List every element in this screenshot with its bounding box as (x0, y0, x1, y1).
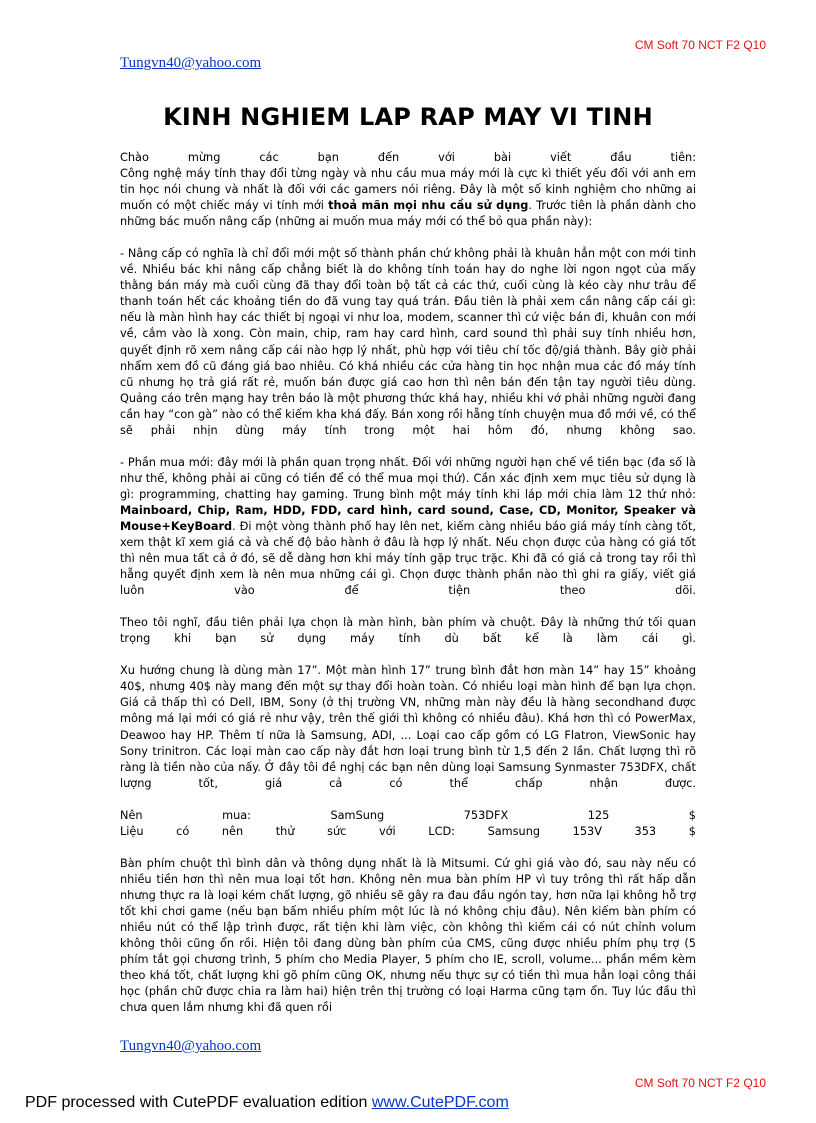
price-cell: 353 (634, 824, 657, 838)
intro-paragraph (120, 150, 696, 230)
new-purchase-text: - Phần mua mới: đây mới là phần quan trọng nhất. Đối với những người hạn chế về tiền bạc (đa số là như thế, không phải ai cũng có tiền để có thể mua mọi thứ). Cần xác định xem mục tiêu sử dụng là gì: programming, chatting hay gaming. Trung bình một máy tính khi láp mới chia làm 12 thứ nhỏ: (120, 455, 696, 501)
monitor-paragraph: Xu hướng chung là dùng màn 17”. Một màn hình 17” trung bình đắt hơn màn 14” hay 15” khoảng 40$, nhưng 40$ này mang đến một sự thay đổi hoàn toàn. Có nhiều loại màn hình để bạn lựa chọn. Giá cả thấp thì có Dell, IBM, Sony (ở thị trường VN, những màn này đều là hàng secondhand được mông má lại mới có giá rẻ như vậy, trên thế giới thì không có nhiều đâu). Khá hơn thì có PowerMax, Deawoo hay HP. Thêm tí nữa là Samsung, ADI, ... Loại cao cấp gồm có LG Flatron, ViewSonic hay Sony trinitron. Các loại màn cao cấp này đắt hơn loại trung bình từ 1,5 đến 2 lần. Chất lượng thì rõ ràng là tiền nào của nấy. Ở đây tôi đề nghị các bạn nên dùng loại Samsung Synmaster 753DFX, chất lượng tốt, giá cả có thể chấp nhận được. (120, 664, 696, 790)
price-cell: thử (275, 824, 295, 838)
upgrade-paragraph: - Nâng cấp có nghĩa là chỉ đổi mới một số thành phần chứ không phải là khuân hẳn một con mới tinh về. Nhiều bác khi nâng cấp chẳng biết là do không tính toán hay do nghe lời ngon ngọt của mấy thằng bán máy mà cuối cùng đã thay đổi toàn bộ tất cả các thứ, cuối cùng là kéo cày như trâu để thanh toán hết các khoảng tiền do đã vung tay quá trán. Đầu tiên là phải xem cần nâng cấp cái gì: nếu là màn hình hay các thiết bị ngoại vi như loa, modem, scanner thì cứ việc bán đi, khuân con mới về, cắm vào là xong. Còn main, chip, ram hay card hình, card sound thì phải suy tính nhiều hơn, quyết định rõ xem nâng cấp cái nào hợp lý nhất, phù hợp với tiêu chí tốc độ/giá thành. Bây giờ phải nhẩm xem đồ cũ đáng giá bao nhiêu. Có khá nhiều các cửa hàng tin học nhận mua các đồ máy tính cũ nhưng họ trả giá rất rẻ, muốn bán được giá cao hơn thì nên bán đến tận tay người tiêu dùng. Quảng cáo trên mạng hay trên báo là một phương thức khá hay, nhiều khi vớ phải những người đang cần hay “con gà” nào có thể kiếm kha khá đấy. Bán xong rồi hẵng tính chuyện mua đồ mới về, có thể sẽ phải nhịn dùng máy tính trong một hai hôm đó, nhưng không sao. (120, 247, 696, 437)
price-cell: nên (221, 824, 244, 838)
price-row (120, 824, 696, 840)
price-cell: 753DFX (463, 808, 509, 822)
price-cell: Nên (120, 808, 143, 822)
price-cell: SamSung (330, 808, 385, 822)
intro-text-end: . Trước tiên là phần dành cho những bác muốn nâng cấp (những ai muốn mua máy mới có thể bỏ qua phần này): (120, 199, 697, 229)
cutepdf-link[interactable]: www.CutePDF.com (371, 1094, 509, 1111)
page-title: KINH NGHIEM LAP RAP MAY VI TINH (163, 103, 653, 131)
price-cell: 153V (572, 824, 602, 838)
price-cell: LCD: (428, 824, 455, 838)
price-cell: mua: (222, 808, 251, 822)
price-cell: sức (327, 824, 347, 838)
intro-bold: thoả mãn mọi nhu cầu sử dụng (328, 199, 529, 213)
price-cell: Liệu (120, 824, 144, 838)
component-list: Mainboard, Chip, Ram, HDD, FDD, card hình, card sound, Case, CD, Monitor, Speaker và Mouse+KeyBoard (120, 503, 696, 533)
greeting-line: Chào mừng các bạn đến với bài viết đầu tiên: (120, 151, 696, 164)
priority-paragraph: Theo tôi nghĩ, đầu tiên phải lựa chọn là màn hình, bàn phím và chuột. Đây là những thứ tối quan trọng khi bạn sử dụng máy tính dù bất kể là làm cái gì. (120, 616, 696, 646)
footer-label: CM Soft 70 NCT F2 Q10 (634, 1076, 766, 1090)
price-cell: 125 (587, 808, 610, 822)
cutepdf-text: PDF processed with CutePDF evaluation edition (25, 1094, 372, 1111)
price-list (120, 808, 696, 840)
price-cell: với (378, 824, 396, 838)
price-cell: $ (688, 824, 696, 838)
author-email-link[interactable]: Tungvn40@yahoo.com (120, 55, 262, 71)
price-cell: $ (688, 808, 696, 822)
keyboard-paragraph: Bàn phím chuột thì bình dân và thông dụng nhất là là Mitsumi. Cứ ghi giá vào đó, sau này nếu có nhiều tiền hơn thì nên mua loại tốt hơn. Không nên mua bàn phím HP vì tuy trông thì rất hấp dẫn nhưng thực ra là loại kém chất lượng, gõ nhiều sẽ gây ra đau đầu ngón tay, hơn nữa lại không hỗ trợ tốt khi chơi game (nếu bạn bấm nhiều phím một lúc là nó không chịu đâu). Nên kiếm bàn phím có nhiều nút có thể lập trình được, rất tiện khi làm việc, còn không thì kiếm cái có nút chỉnh volum không thôi cũng ổn rồi. Hiện tôi đang dùng bàn phím của CMS, cũng được nhiều phím phụ trợ (5 phím tắt gọi chương trình, 5 phím cho Media Player, 5 phím cho IE, scroll, volume... phần mềm kèm theo khá tốt, chất lượng khi gõ phím cũng OK, nhưng nếu thực sự có tiền thì mua hẳn loại công thái học (phần chữ được chia ra làm hai) hiện trên thị trường có loại Harma cũng tạm ổn. Tuy lúc đầu thì chưa quen lắm nhưng khi đã quen rồi (120, 856, 696, 1015)
footer-email-link[interactable]: Tungvn40@yahoo.com (120, 1038, 262, 1054)
new-purchase-paragraph (120, 455, 696, 599)
price-cell: Samsung (487, 824, 541, 838)
intro-text: Công nghệ máy tính thay đổi từng ngày và nhu cầu mua máy mới là cực kì thiết yếu đối với anh em tin học nói chung và nhất là đối với các gamers nói riêng. Đây là một số kinh nghiệm cho những ai muốn có một chiếc máy vi tính mới (120, 167, 696, 213)
article-body (120, 150, 696, 1016)
price-row (120, 808, 696, 824)
cutepdf-watermark (25, 1094, 509, 1112)
price-cell: có (176, 824, 190, 838)
new-purchase-text-end: . Đi một vòng thành phố hay lên net, kiếm càng nhiều báo giá máy tính càng tốt, xem thật kĩ xem giá cả và chế độ bảo hành ở đâu là hợp lý nhất. Nếu chọn được của hàng có giá tốt thì nên mua tất cả ở đó, sẽ dễ dàng hơn khi máy tính gặp trục trặc. Khi đã có giá cả trong tay rồi thì hẵng quyết định xem là nên mua những cái gì. Chọn được thành phần nào thì ghi ra giấy, viết giá luôn vào để tiện theo dõi. (120, 519, 696, 598)
header-label: CM Soft 70 NCT F2 Q10 (634, 38, 766, 52)
